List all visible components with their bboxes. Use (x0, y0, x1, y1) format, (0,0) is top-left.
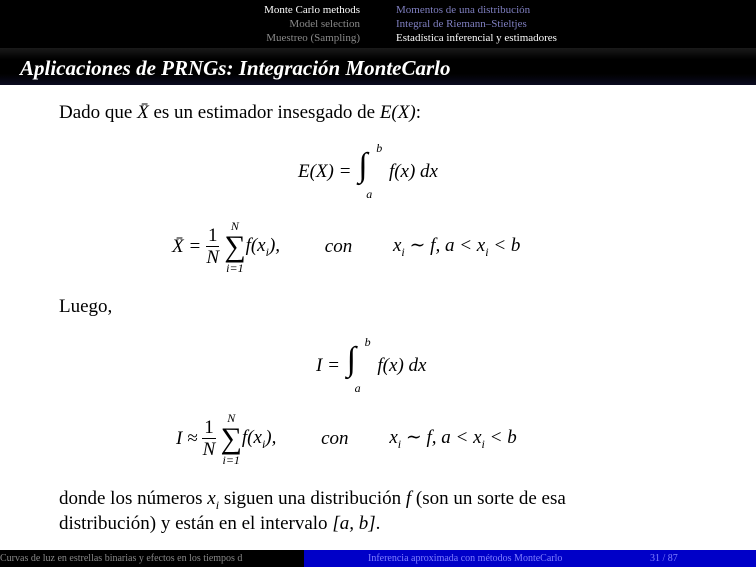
eq2-term-end: ), (268, 234, 281, 256)
eq3-lower: a (354, 381, 361, 395)
eq4-fraction (202, 418, 216, 461)
nav-subsection-riemann[interactable]: Integral de Riemann–Stieltjes (396, 18, 527, 30)
intro-text-1: Dado que (59, 102, 138, 123)
eq2-con: con (324, 236, 353, 257)
closing-line-1 (59, 488, 566, 513)
closing-f: f (405, 488, 412, 509)
eq3-integrand: f(x) dx (377, 355, 427, 376)
eq4-cond-sub2: i (481, 436, 485, 451)
eq4-cond: x (389, 427, 398, 449)
closing-interval: [a, b] (332, 513, 376, 534)
slide-body (0, 85, 756, 550)
closing-xi-sub: i (215, 497, 220, 512)
frame-title-bar (0, 48, 756, 85)
equation-integral (316, 337, 426, 395)
eq2-term-sub: i (265, 244, 269, 259)
closing-text-2b: . (375, 513, 381, 534)
eq2-cond: x (392, 235, 402, 257)
subsection-nav (396, 3, 557, 45)
intro-colon: : (415, 102, 421, 123)
nav-subsection-estadistica[interactable]: Estadística inferencial y estimadores (396, 32, 557, 44)
nav-section-monte-carlo[interactable]: Monte Carlo methods (264, 4, 360, 16)
closing-text-1b: siguen una distribución (219, 488, 406, 509)
footer-author: Curvas de luz en estrellas binarias y efectos en los tiempos d (0, 550, 304, 567)
luego-text: Luego, (59, 296, 113, 317)
eq2-lhs: X̄ = (172, 236, 202, 257)
page-number: 31 / 87 (650, 553, 678, 564)
intro-expr: E(X) (379, 102, 416, 123)
footer-title: Inferencia aproximada con métodos MonteCarlo (368, 553, 563, 564)
eq4-lhs: I ≈ (176, 428, 198, 449)
integral-sign: ∫ (358, 147, 368, 184)
eq4-cond-end: < b (484, 427, 517, 449)
closing-xi: x (207, 488, 216, 509)
equation-approximation (176, 411, 517, 467)
nav-section-muestreo[interactable]: Muestreo (Sampling) (266, 32, 360, 44)
nav-section-model-selection[interactable]: Model selection (289, 18, 360, 30)
eq4-con: con (321, 428, 349, 449)
sum-sign: ∑ (224, 230, 246, 263)
eq4-sum (221, 411, 242, 467)
slide-title: Aplicaciones de PRNGs: Integración MonteCarlo (20, 56, 451, 80)
sum-sign: ∑ (220, 422, 242, 455)
eq4-term: f(x (241, 426, 262, 448)
equation-estimator (172, 219, 520, 275)
nav-subsection-momentos[interactable]: Momentos de una distribución (396, 4, 531, 16)
eq4-term-end: ), (265, 426, 277, 448)
eq4-cond-rest: ∼ f, a < x (401, 427, 482, 449)
eq1-lower: a (366, 187, 373, 201)
eq2-cond-sub: i (401, 244, 405, 259)
eq4-term-sub: i (261, 436, 266, 451)
eq2-cond-end: < b (488, 235, 521, 257)
eq4-den: N (202, 438, 216, 460)
closing-text-2a: distribución) y están en el intervalo (59, 513, 333, 534)
eq1-integrand: f(x) dx (388, 161, 438, 182)
eq2-cond-sub2: i (485, 244, 489, 259)
header-navigation (0, 0, 756, 48)
eq2-sum (224, 219, 245, 275)
eq3-upper: b (364, 335, 371, 349)
eq2-cond-rest: ∼ f, a < x (404, 235, 486, 257)
eq2-fraction (206, 226, 220, 269)
eq1-upper: b (376, 141, 383, 155)
eq4-sum-lower: i=1 (222, 453, 240, 467)
eq4-sum-upper: N (227, 411, 236, 425)
eq3-lhs: I = (316, 355, 340, 376)
eq4-num: 1 (204, 416, 214, 438)
equation-expectation (298, 143, 438, 201)
eq2-term: f(x (245, 234, 266, 256)
closing-line-2 (59, 513, 380, 535)
eq1-lhs: E(X) = (298, 161, 352, 182)
eq2-sum-lower: i=1 (226, 261, 244, 275)
eq2-den: N (206, 246, 220, 268)
section-nav (264, 3, 360, 45)
intro-text-2: es un estimador insesgado de (148, 102, 380, 123)
closing-text-1c: (son un sorte de esa (411, 488, 566, 509)
eq2-sum-upper: N (230, 219, 239, 233)
eq4-cond-sub: i (397, 436, 402, 451)
intro-symbol: X̄ (137, 102, 149, 123)
eq2-num: 1 (207, 224, 218, 246)
footer (0, 550, 756, 567)
intro-line (59, 102, 421, 124)
closing-text-1a: donde los números (59, 488, 208, 509)
integral-sign: ∫ (346, 341, 356, 378)
footer-title-bar (304, 550, 756, 567)
